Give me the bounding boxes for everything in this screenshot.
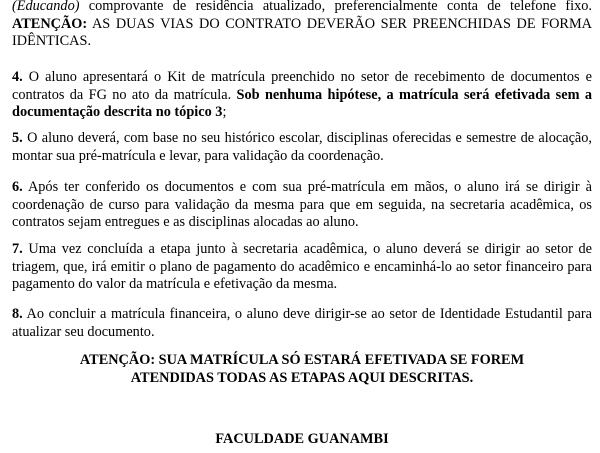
item-6-text: Após ter conferido os documentos e com sua pré-matrícula em mãos, o aluno irá se dirigir à coordenação de curso para validação da mesma para que em seguida, na secretaria acadêmica, os contratos sejam entregues e as disciplinas alocadas ao aluno. [12,179,592,230]
item-4-number: 4. [12,69,23,85]
notice-line-2: ATENDIDAS TODAS AS ETAPAS AQUI DESCRITAS. [130,370,474,386]
item-6 [12,179,592,232]
item-8-text: Ao concluir a matrícula financeira, o aluno deve dirigir-se ao setor de Identidade Estudantil para atualizar seu documento. [12,306,592,340]
intro-text: comprovante de residência atualizado, preferencialmente conta de telefone fixo. [79,0,592,14]
item-4-text: O aluno apresentará o Kit de matrícula preenchido no setor de recebimento de documentos e contratos da FG no ato da matrícula. [12,69,592,103]
item-7-text: Uma vez concluída a etapa junto à secretaria acadêmica, o aluno deverá se dirigir ao setor de triagem, que, irá emitir o plano de pagamento do acadêmico e encaminhá-lo ao setor financeiro para pagamento do valor da matrícula e efetivação da mesma. [12,241,592,292]
attention-text: AS DUAS VIAS DO CONTRATO DEVERÃO SER PREENCHIDAS DE FORMA IDÊNTICAS. [12,15,592,49]
item-7 [12,241,592,294]
item-5-number: 5. [12,130,23,146]
item-4 [12,69,592,122]
item-7-number: 7. [12,241,23,257]
intro-italic-text: (Educando) [12,0,80,14]
footer-institution: FACULDADE GUANAMBI [215,431,389,447]
item-4-bold-text: Sob nenhuma hipótese, a matrícula será efetivada sem a documentação descrita no tópico 3 [12,86,592,120]
intro-paragraph [12,0,592,51]
notice-line-1: ATENÇÃO: SUA MATRÍCULA SÓ ESTARÁ EFETIVADA SE FOREM [79,352,525,368]
item-4-suffix: ; [222,104,227,120]
item-8-number: 8. [12,306,23,322]
item-5-text: O aluno deverá, com base no seu histórico escolar, disciplinas oferecidas e semestre de alocação, montar sua pré-matrícula e levar, para validação da coordenação. [12,130,592,164]
item-8 [12,306,592,341]
item-5 [12,130,592,165]
item-6-number: 6. [12,179,23,195]
attention-label: ATENÇÃO: [12,15,88,32]
